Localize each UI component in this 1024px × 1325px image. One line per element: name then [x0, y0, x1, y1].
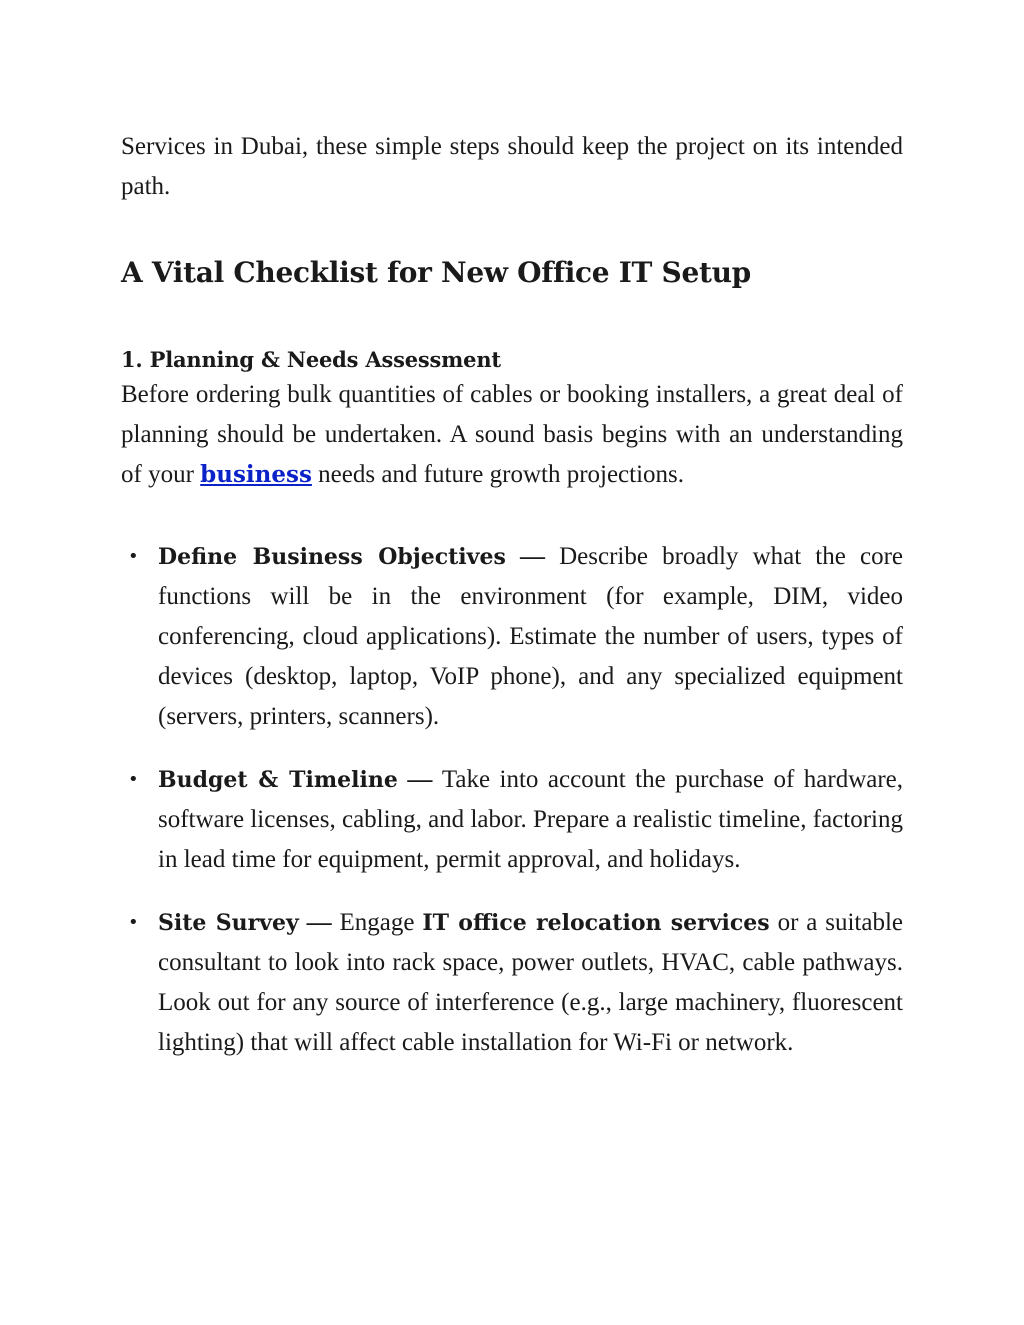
item-bold-phrase: IT office relocation services — [422, 910, 770, 936]
list-item-define-objectives — [121, 537, 903, 737]
list-item-text — [158, 537, 903, 737]
intro-paragraph: Services in Dubai, these simple steps should keep the project on its intended path. — [121, 133, 903, 200]
business-link[interactable]: business — [200, 461, 312, 488]
item-dash: — — [505, 543, 560, 570]
planning-text-end: needs and future growth projections. — [311, 461, 685, 488]
item-description-end: or a suitable consultant to look into rack space, power outlets, HVAC, cable pathways. Look out for any source of interference (e.g., large machinery, fluorescent lighting) that will affect cable installation for Wi-Fi or network. — [158, 909, 903, 1056]
list-item-text — [158, 903, 903, 1063]
item-dash: — — [298, 909, 340, 936]
subsection-heading: 1. Planning & Needs Assessment — [121, 347, 501, 372]
bullet-icon: • — [128, 769, 139, 790]
document-page — [121, 127, 903, 1086]
item-dash: — — [397, 766, 442, 793]
item-lead: Site Survey — [158, 910, 299, 936]
checklist — [121, 537, 903, 1063]
section-heading: A Vital Checklist for New Office IT Setup — [121, 256, 751, 289]
list-item-site-survey — [121, 903, 903, 1063]
item-description: Take into account the purchase of hardware, software licenses, cabling, and labor. Prepare a realistic timeline, factoring in lead time for equipment, permit approval, and holidays. — [158, 766, 904, 873]
planning-text-start: Before ordering bulk quantities of cables or booking installers, a great deal of planning should be undertaken. A sound basis begins with an understanding of your — [121, 381, 903, 488]
bullet-icon: • — [128, 912, 139, 933]
list-item-budget-timeline — [121, 760, 903, 880]
item-description: Describe broadly what the core functions will be in the environment (for example, DIM, video conferencing, cloud applications). Estimate the number of users, types of devices (desktop, laptop, VoIP phone), and any specialized equipment (servers, printers, scanners). — [158, 543, 903, 730]
item-lead: Define Business Objectives — [158, 544, 506, 570]
list-item-text — [158, 760, 903, 880]
planning-paragraph — [121, 375, 903, 495]
item-description-start: Engage — [339, 909, 423, 936]
item-lead: Budget & Timeline — [158, 767, 398, 793]
bullet-icon: • — [128, 546, 139, 567]
